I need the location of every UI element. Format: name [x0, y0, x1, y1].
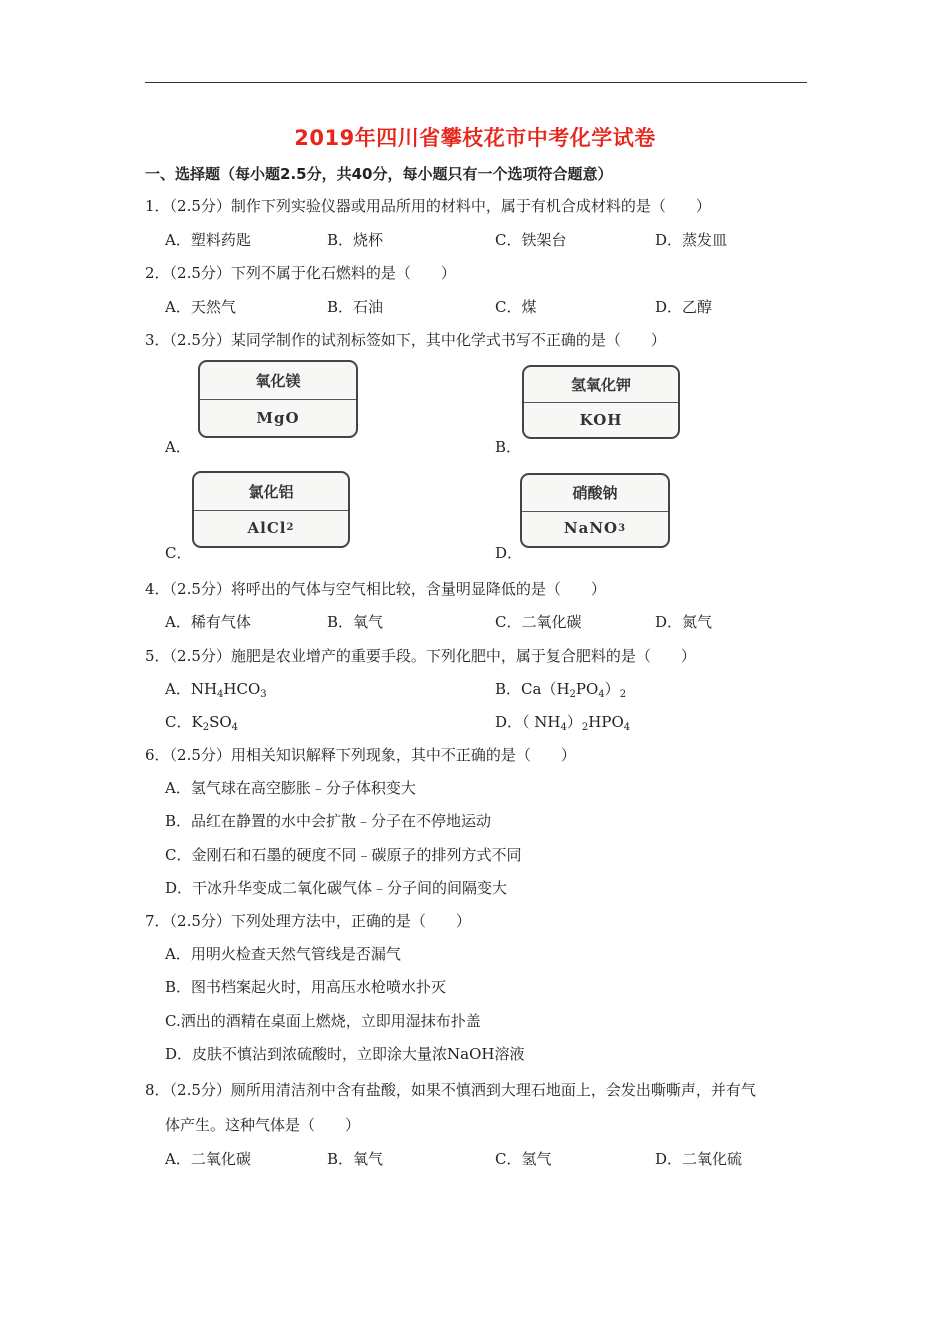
- reagent-formula: KOH: [579, 410, 623, 429]
- question-8-stem-line1: 8．（2.5分）厕所用清洁剂中含有盐酸，如果不慎洒到大理石地面上，会发出嘶嘶声，并有气: [145, 1081, 756, 1099]
- q6-option-b: B．品红在静置的水中会扩散﹣分子在不停地运动: [165, 812, 492, 830]
- q8-option-b: B．氧气: [327, 1150, 384, 1168]
- q3-option-b: B．: [495, 438, 522, 456]
- q4-option-c: C．二氧化碳: [495, 613, 582, 631]
- reagent-label-c: [192, 471, 350, 548]
- reagent-name: 硝酸钠: [522, 475, 668, 512]
- q4-option-d: D．氮气: [655, 613, 713, 631]
- q1-option-c: C．铁架台: [495, 231, 567, 249]
- q1-option-b: B．烧杯: [327, 231, 384, 249]
- q5-option-b: B．$Ca(H_2PO_4)_2$: [495, 680, 627, 700]
- header-rule: [145, 82, 807, 83]
- question-3-stem: 3．（2.5分）某同学制作的试剂标签如下，其中化学式书写不正确的是（ ）: [145, 331, 666, 349]
- q1-option-d: D．蒸发皿: [655, 231, 728, 249]
- q2-option-b: B．石油: [327, 298, 384, 316]
- reagent-name: 氯化铝: [194, 473, 348, 511]
- question-4-stem: 4．（2.5分）将呼出的气体与空气相比较，含量明显降低的是（ ）: [145, 580, 606, 598]
- q6-option-a: A．氢气球在高空膨胀﹣分子体积变大: [165, 779, 416, 797]
- q8-option-a: A．二氧化碳: [165, 1150, 251, 1168]
- reagent-label-b: [522, 365, 680, 439]
- q4-option-a: A．稀有气体: [165, 613, 251, 631]
- q7-option-c: C.洒出的酒精在桌面上燃烧，立即用湿抹布扑盖: [165, 1012, 481, 1030]
- q6-option-d: D．干冰升华变成二氧化碳气体﹣分子间的间隔变大: [165, 879, 508, 897]
- q7-option-d: D．皮肤不慎沾到浓硫酸时，立即涂大量浓NaOH溶液: [165, 1045, 525, 1063]
- page-title: 2019年四川省攀枝花市中考化学试卷: [294, 126, 656, 150]
- q5-option-d: D．（ $NH_4)_2HPO_4$: [495, 713, 631, 733]
- q5-option-c: C．$K_2SO_4$: [165, 713, 239, 733]
- q4-option-b: B．氧气: [327, 613, 384, 631]
- q2-option-c: C．煤: [495, 298, 537, 316]
- reagent-label-d: [520, 473, 670, 548]
- q1-option-a: A．塑料药匙: [165, 231, 251, 249]
- reagent-label-a: [198, 360, 358, 438]
- section-heading: 一、选择题（每小题2.5分，共40分，每小题只有一个选项符合题意）: [145, 165, 613, 183]
- reagent-formula: MgO: [256, 408, 300, 427]
- reagent-name: 氧化镁: [200, 362, 356, 400]
- q7-option-b: B．图书档案起火时，用高压水枪喷水扑灭: [165, 978, 447, 996]
- q8-option-c: C．氢气: [495, 1150, 552, 1168]
- q3-option-d: D．: [495, 544, 523, 562]
- q8-option-d: D．二氧化硫: [655, 1150, 743, 1168]
- q5-option-a: A．$NH_4HCO_3$: [165, 680, 267, 700]
- q7-option-a: A．用明火检查天然气管线是否漏气: [165, 945, 401, 963]
- q3-option-c: C．: [165, 544, 192, 562]
- question-8-stem-line2: 体产生。这种气体是（ ）: [165, 1116, 361, 1134]
- reagent-formula: NaNO 3: [563, 519, 627, 538]
- reagent-formula: AlCl 2: [247, 518, 295, 537]
- question-7-stem: 7．（2.5分）下列处理方法中，正确的是（ ）: [145, 912, 471, 930]
- question-1-stem: 1．（2.5分）制作下列实验仪器或用品所用的材料中，属于有机合成材料的是（ ）: [145, 197, 711, 215]
- question-2-stem: 2．（2.5分）下列不属于化石燃料的是（ ）: [145, 264, 456, 282]
- question-6-stem: 6．（2.5分）用相关知识解释下列现象，其中不正确的是（ ）: [145, 746, 576, 764]
- reagent-name: 氢氧化钾: [524, 367, 678, 403]
- question-5-stem: 5．（2.5分）施肥是农业增产的重要手段。下列化肥中，属于复合肥料的是（ ）: [145, 647, 696, 665]
- q3-option-a: A．: [165, 438, 191, 456]
- q2-option-d: D．乙醇: [655, 298, 713, 316]
- q2-option-a: A．天然气: [165, 298, 236, 316]
- q6-option-c: C．金刚石和石墨的硬度不同﹣碳原子的排列方式不同: [165, 846, 522, 864]
